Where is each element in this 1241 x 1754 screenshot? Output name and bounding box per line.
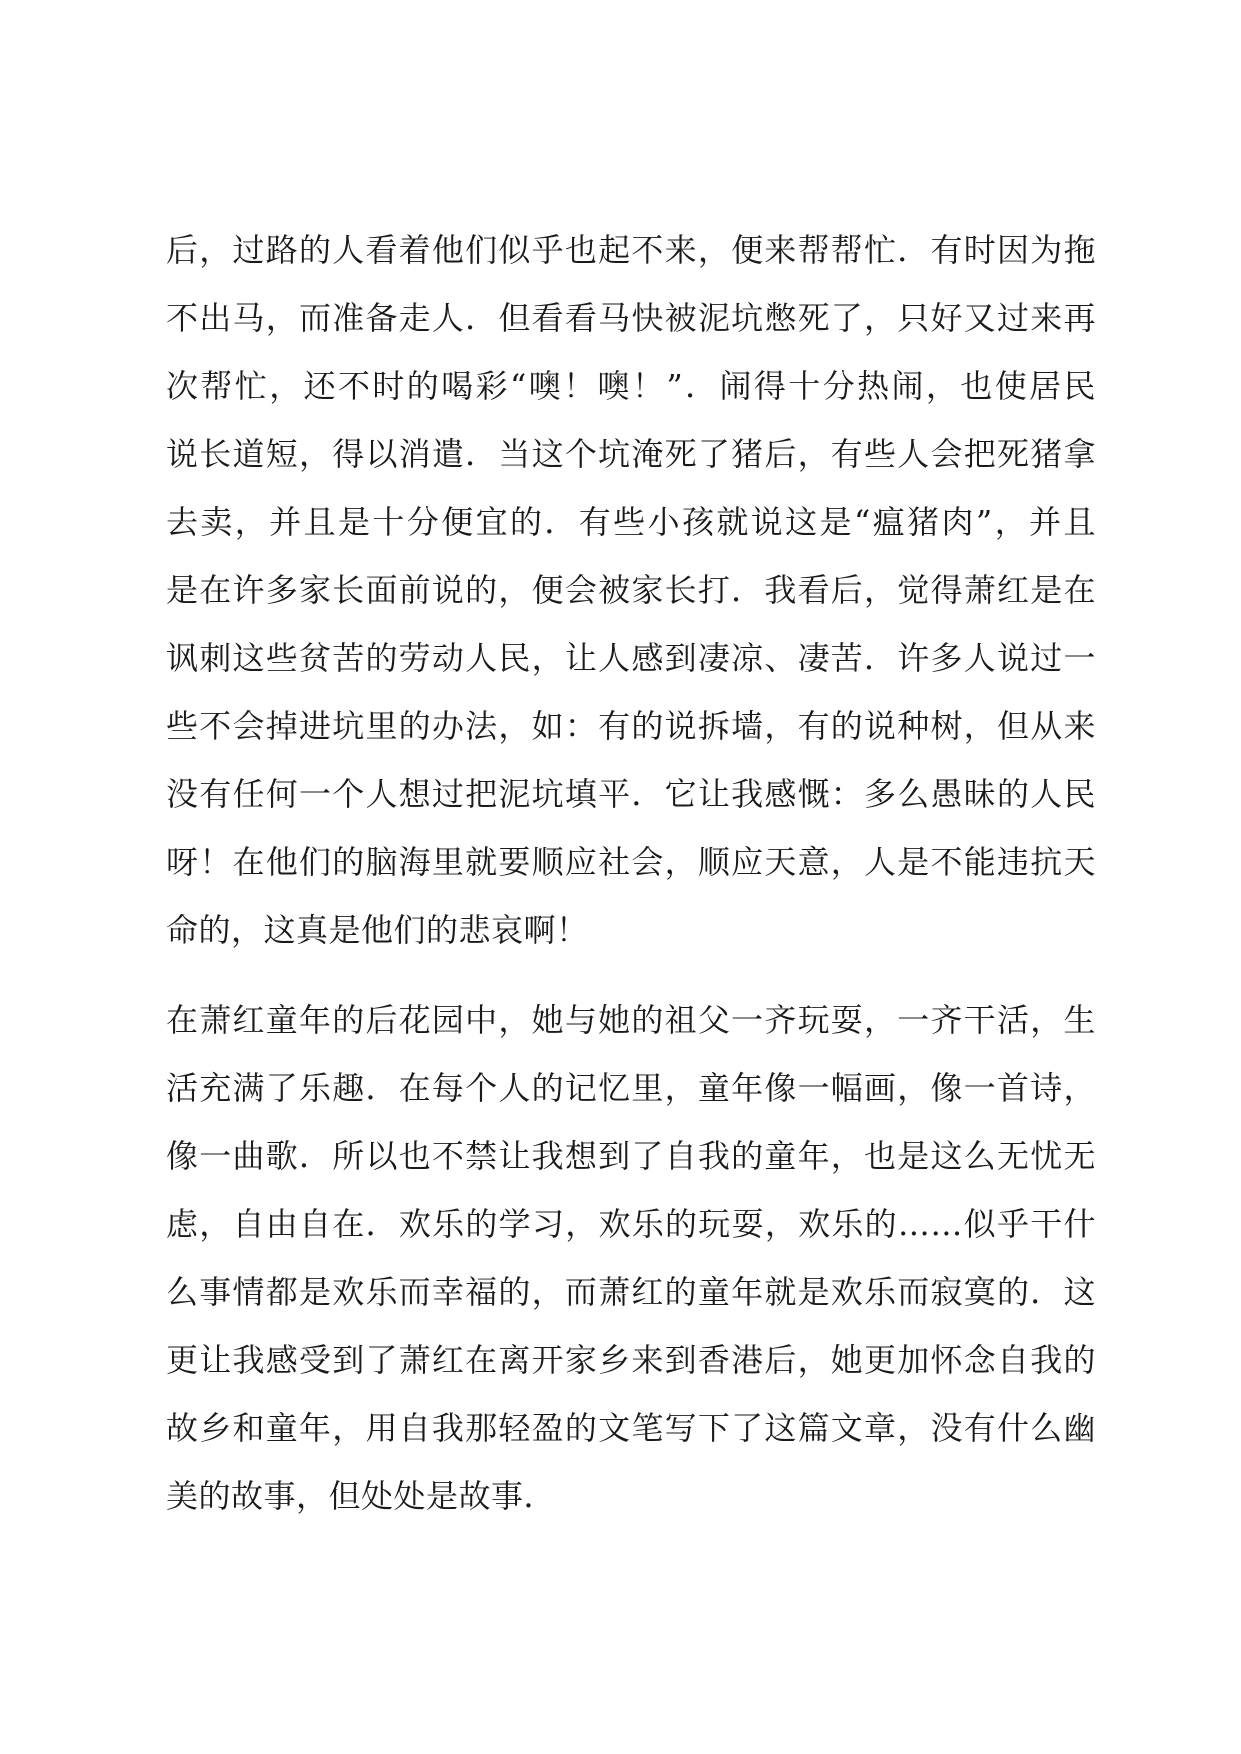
- text-line: 次帮忙，还不时的喝彩“噢！噢！”．闹得十分热闹，也使居民: [166, 367, 1096, 405]
- text-line: 像一曲歌．所以也不禁让我想到了自我的童年，也是这么无忧无: [166, 1137, 1096, 1175]
- text-line: 呀！在他们的脑海里就要顺应社会，顺应天意，人是不能违抗天: [166, 843, 1096, 881]
- paragraph-1: [166, 216, 1096, 964]
- text-line: 说长道短，得以消遣．当这个坑淹死了猪后，有些人会把死猪拿: [166, 435, 1096, 473]
- text-line: 在萧红童年的后花园中，她与她的祖父一齐玩耍，一齐干活，生: [166, 1001, 1096, 1039]
- text-line: 故乡和童年，用自我那轻盈的文笔写下了这篇文章，没有什么幽: [166, 1409, 1096, 1447]
- text-line: 命的，这真是他们的悲哀啊！: [166, 911, 589, 949]
- text-line: 活充满了乐趣．在每个人的记忆里，童年像一幅画，像一首诗，: [166, 1069, 1096, 1107]
- text-line: 些不会掉进坑里的办法，如：有的说拆墙，有的说种树，但从来: [166, 707, 1096, 745]
- text-line: 更让我感受到了萧红在离开家乡来到香港后，她更加怀念自我的: [166, 1341, 1096, 1379]
- text-line: 不出马，而准备走人．但看看马快被泥坑憋死了，只好又过来再: [166, 299, 1096, 337]
- text-line: 么事情都是欢乐而幸福的，而萧红的童年就是欢乐而寂寞的．这: [166, 1273, 1096, 1311]
- text-line: 讽刺这些贫苦的劳动人民，让人感到凄凉、凄苦．许多人说过一: [166, 639, 1096, 677]
- text-line: 美的故事，但处处是故事．: [166, 1477, 557, 1515]
- text-line: 是在许多家长面前说的，便会被家长打．我看后，觉得萧红是在: [166, 571, 1096, 609]
- text-line: 去卖，并且是十分便宜的．有些小孩就说这是“瘟猪肉”，并且: [166, 503, 1096, 541]
- paragraph-2: [166, 986, 1096, 1530]
- text-line: 后，过路的人看着他们似乎也起不来，便来帮帮忙．有时因为拖: [166, 231, 1096, 269]
- text-line: 虑，自由自在．欢乐的学习，欢乐的玩耍，欢乐的……似乎干什: [166, 1205, 1096, 1243]
- text-line: 没有任何一个人想过把泥坑填平．它让我感慨：多么愚昧的人民: [166, 775, 1096, 813]
